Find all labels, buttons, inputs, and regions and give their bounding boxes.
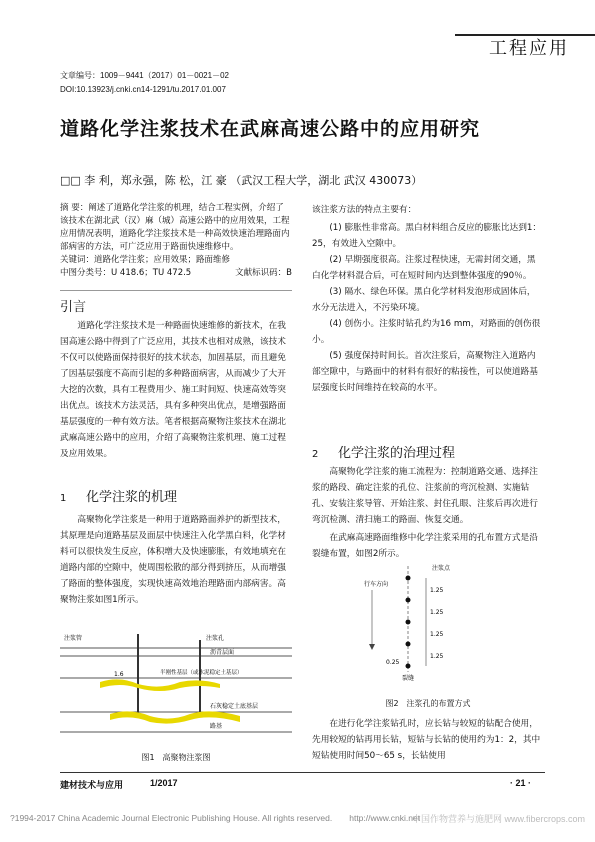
- feature-item-4: (4) 创伤小。注浆时钻孔约为16 mm，对路面的创伤很小。: [312, 319, 541, 345]
- class-number: 中图分类号：U 418.6；TU 472.5: [60, 268, 192, 278]
- hole-1: [406, 576, 411, 581]
- page-number: · 21 ·: [510, 778, 532, 788]
- figure-2-caption: 图2 注浆孔的布置方式: [385, 699, 471, 708]
- figure-2-diagram: [362, 560, 492, 684]
- figure-1: [60, 626, 292, 744]
- fig1-label-pipe: 注浆管: [64, 635, 83, 642]
- fig2-label-direction: 行车方向: [364, 581, 389, 588]
- section-2-heading: [312, 442, 544, 461]
- abstract-divider: [60, 290, 292, 291]
- copyright: ?1994-2017 China Academic Journal Electronic Publishing House. All rights reserved. http://www.cnki.net: [10, 813, 421, 823]
- fig1-label-hole: 注浆孔: [206, 635, 225, 642]
- section-1-number: 1: [60, 493, 67, 504]
- fig2-dim-1: 1.25: [430, 587, 444, 594]
- fig2-dim-4: 1.25: [430, 653, 444, 660]
- journal-name: 建材技术与应用: [60, 780, 124, 790]
- keywords: 关键词：道路化学注浆；应用效果；路面维修: [60, 255, 231, 265]
- footer-rule: [60, 772, 545, 773]
- classification: [60, 267, 292, 280]
- grout-spread-lower: [110, 711, 240, 723]
- figure-1-diagram: [60, 626, 292, 744]
- section-tag: [455, 34, 595, 58]
- abstract-text: 摘 要：阐述了道路化学注浆的机理，结合工程实例，介绍了该技术在湖北武（汉）麻（城）高速公路中的应用效果，工程应用情况表明，道路化学注浆技术是一种高效快速治理路面内部病害的方法，可广泛应用于路面快速维修中。: [60, 203, 290, 252]
- section-2-number: 2: [312, 449, 319, 460]
- section-1-title: 化学注浆的机理: [86, 490, 178, 505]
- section-tag-label: 工程应用: [489, 38, 569, 58]
- feature-item-3: (3) 隔水、绿色环保。黑白化学材料发泡形成固体后，水分无法进入，不污染环境。: [312, 287, 536, 313]
- fig2-width: 0.25: [386, 659, 400, 666]
- section-1-heading: [60, 486, 292, 505]
- direction-arrow-head: [369, 644, 375, 650]
- features-list: [312, 220, 544, 396]
- hole-4: [406, 642, 411, 647]
- fig1-label-depth: 1.6: [114, 671, 124, 678]
- feature-item-5: (5) 强度保持时间长。首次注浆后，高聚物注入道路内部空隙中，与路面中的材料有很好的粘接性，可以使道路基层强度长时间维持在较高的水平。: [312, 351, 538, 393]
- article-number: 文章编号：1009－9441（2017）01－0021－02: [60, 71, 229, 80]
- hole-5: [406, 664, 411, 669]
- feature-item-2: (2) 早期强度很高。注浆过程快速，无需封闭交通，黑白化学材料混合后，可在短时间内达到整体强度的90％。: [312, 255, 536, 281]
- features-lead: 该注浆方法的特点主要有：: [312, 205, 417, 215]
- section-1-text: 高聚物化学注浆是一种用于道路路面养护的新型技术，其原理是向道路基层及面层中快速注入化学黑白料，化学材料可以很快发生反应，体积增大及快速膨胀，有效地填充在道路内部的空隙中，使周围松散的部分得到挤压，从而增强了路面的整体强度，实现快速高效地治理路面内部病害。高聚物注浆如图1所示。: [60, 515, 286, 605]
- authors: □□ 李 利，郑永强，陈 松，江 豪 （武汉工程大学，湖北 武汉 430073）: [60, 174, 423, 187]
- section-2-text-2: 在武麻高速路面维修中化学注浆采用的孔布置方式是沿裂缝布置，如图2所示。: [312, 533, 538, 559]
- doc-code: 文献标识码：B: [235, 268, 292, 278]
- section-2-text-3: 在进行化学注浆钻孔时，应长钻与较短的钻配合使用，先用较短的钻再用长钻，短钻与长钻的使用约为1：2，其中短钻使用时间50～65 s，长钻使用: [312, 719, 541, 761]
- section-2-title: 化学注浆的治理过程: [338, 446, 456, 461]
- journal-issue: 1/2017: [150, 778, 178, 788]
- fig1-label-asphalt: 沥青层面: [210, 649, 235, 656]
- fig1-label-base: 半刚性基层（或水泥稳定土基层）: [160, 670, 243, 676]
- fig1-label-subgrade: 路基: [210, 723, 223, 730]
- abstract: [60, 202, 292, 280]
- hole-2: [406, 598, 411, 603]
- grout-spread-upper: [100, 679, 220, 691]
- intro-text: 道路化学注浆技术是一种路面快速维修的新技术，在我国高速公路中得到了广泛应用，其技术也相对成熟，该技术不仅可以使路面保持很好的技术状态，加固基层，而且避免了因基层强度不高而引起的多种路面病害，从而减少了大开大挖的次数，具有工程费用少、施工时间短、快速高效等突出优点。该技术方法灵活，具有多种突出优点，是增强路面基层强度的一种有效方法。笔者根据高聚物注浆技术在湖北武麻高速公路中的应用，介绍了高聚物注浆机理、施工过程及应用效果。: [60, 321, 286, 459]
- fig2-label-crack: 裂缝: [402, 675, 415, 682]
- doi: DOI:10.13923/j.cnki.cn14-1291/tu.2017.01.007: [60, 85, 226, 94]
- figure-1-caption: 图1 高聚物注浆图: [141, 753, 211, 762]
- page-title: 道路化学注浆技术在武麻高速公路中的应用研究: [60, 118, 481, 140]
- fig2-dim-3: 1.25: [430, 631, 444, 638]
- section-2-text-1: 高聚物化学注浆的施工流程为：控制道路交通、选择注浆的路段、确定注浆的孔位、注浆前的弯沉检测、实施钻孔、安装注浆导管、开始注浆、封住孔眼、注浆后再次进行弯沉检测、清扫施工的路面、恢复交通。: [312, 467, 538, 525]
- watermark: 中国作物营养与施肥网 www.fibercrops.com: [411, 814, 585, 824]
- intro-heading: 引言: [60, 300, 87, 315]
- hole-3: [406, 620, 411, 625]
- figure-2: [362, 560, 492, 684]
- fig2-label-hole: 注浆点: [432, 565, 451, 572]
- fig1-label-subbase: 石灰稳定土底基层: [210, 703, 259, 710]
- fig2-dim-2: 1.25: [430, 609, 444, 616]
- feature-item-1: (1) 膨胀性非常高。黑白材料组合反应的膨胀比达到1：25，有效进入空隙中。: [312, 223, 542, 249]
